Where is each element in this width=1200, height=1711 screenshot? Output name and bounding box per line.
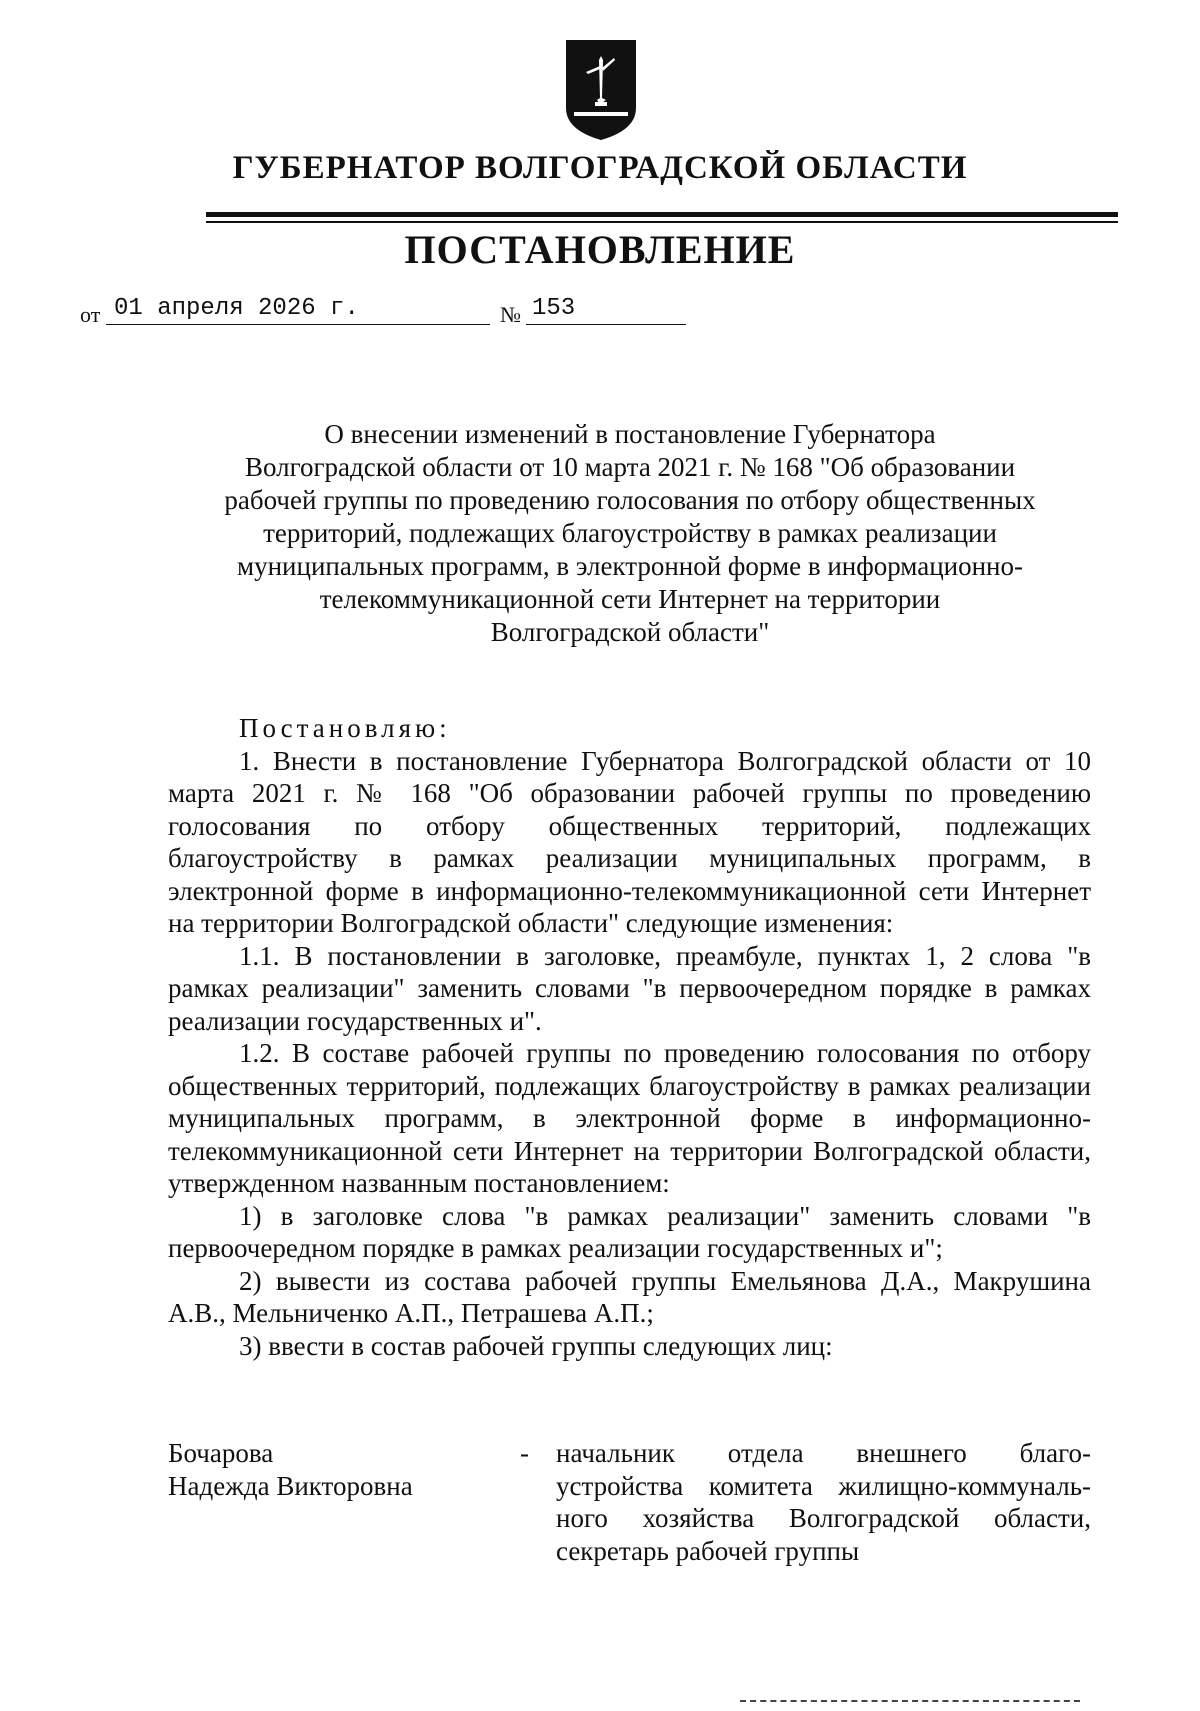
coat-of-arms-icon <box>564 38 638 142</box>
date-underline <box>106 324 490 325</box>
subject-line: рабочей группы по проведению голосования по отбору общественных <box>224 485 1036 515</box>
resolve-heading: Постановляю: <box>239 713 451 743</box>
subitem-3: 3) ввести в состав рабочей группы следующих лиц: <box>239 1330 833 1361</box>
member-role <box>556 1437 1091 1567</box>
page-footer-mark <box>740 1700 1080 1706</box>
subject-line: муниципальных программ, в электронной форме в информационно- <box>237 551 1023 581</box>
subject-line: Волгоградской области от 10 марта 2021 г. № 168 "Об образовании <box>244 452 1016 482</box>
document-body <box>168 712 1091 1362</box>
document-type-title: ПОСТАНОВЛЕНИЕ <box>404 227 796 272</box>
member-role-line: ного хозяйства Волгоградской области, <box>556 1503 1091 1533</box>
member-name <box>168 1437 508 1502</box>
subject-line: территорий, подлежащих благоустройству в рамках реализации <box>263 518 997 548</box>
subject-line: телекоммуникационной сети Интернет на территории <box>319 584 941 614</box>
subitem-1: 1) в заголовке слова "в рамках реализации" заменить словами "в первоочередном порядке в рамках реализации государственных и"; <box>168 1200 1091 1263</box>
organization-title: ГУБЕРНАТОР ВОЛГОГРАДСКОЙ ОБЛАСТИ <box>232 150 968 186</box>
paragraph-1: 1. Внести в постановление Губернатора Волгоградской области от 10 марта 2021 г. № 168 "Об образовании рабочей группы по проведению голосования по отбору общественных территорий, подлежащих благоустройству в рамках реализации муниципальных программ, в электронной форме в информационно-телекоммуникационной сети Интернет на территории Волгоградской области" следующие изменения: <box>168 745 1091 938</box>
date-prefix-label: от <box>80 302 101 327</box>
subject-line: О внесении изменений в постановление Губернатора <box>324 419 936 449</box>
member-role-line: секретарь рабочей группы <box>556 1535 860 1566</box>
document-subject <box>190 418 1070 649</box>
paragraph-1-1: 1.1. В постановлении в заголовке, преамбуле, пунктах 1, 2 слова "в рамках реализации" заменить словами "в первоочередном порядке в рамках реализации государственных и". <box>168 940 1091 1036</box>
member-surname: Бочарова <box>168 1438 274 1468</box>
date-value: 01 апреля 2026 г. <box>114 295 359 322</box>
number-prefix-label: № <box>500 302 521 327</box>
number-value: 153 <box>532 295 576 322</box>
subject-line: Волгоградской области" <box>490 617 770 647</box>
member-given-names: Надежда Викторовна <box>168 1470 413 1501</box>
number-underline <box>526 324 686 325</box>
member-dash: - <box>520 1438 529 1468</box>
member-role-line: устройства комитета жилищно-коммуналь- <box>556 1470 1091 1501</box>
paragraph-1-2: 1.2. В составе рабочей группы по проведению голосования по отбору общественных территорий, подлежащих благоустройству в рамках реализации муниципальных программ, в электронной форме в информационно-телекоммуникационной сети Интернет на территории Волгоградской области, утвержденном названным постановлением: <box>168 1038 1091 1198</box>
header-rule-thin <box>206 221 1118 223</box>
member-role-line: начальник отдела внешнего благо- <box>556 1438 1091 1468</box>
subitem-2: 2) вывести из состава рабочей группы Емельянова Д.А., Макрушина А.В., Мельниченко А.П., Петрашева А.П.; <box>168 1265 1091 1328</box>
header-rule-thick <box>206 212 1118 217</box>
